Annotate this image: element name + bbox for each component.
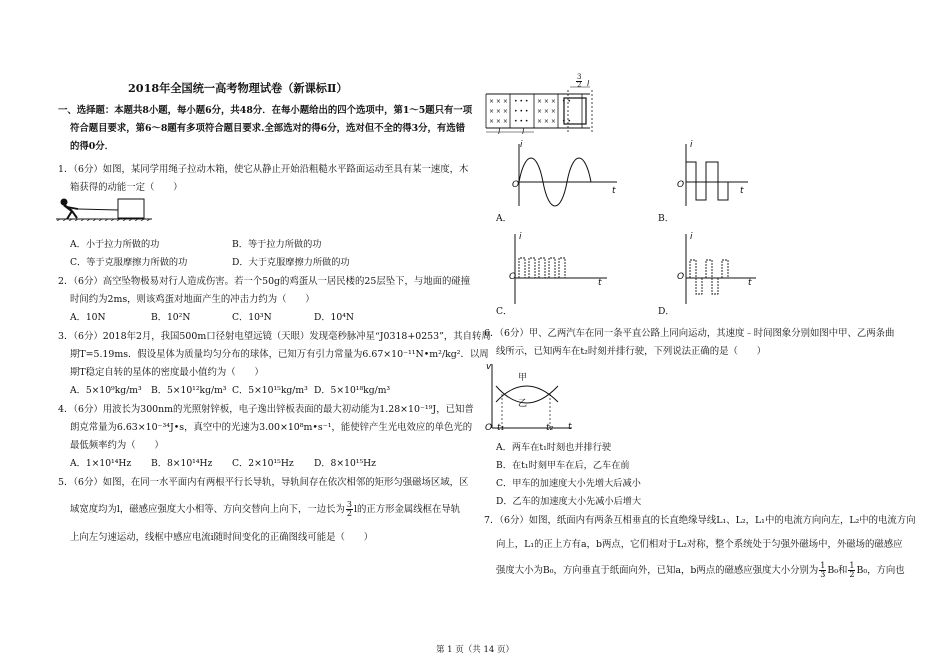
q5-fig-fraction-numerator: 3 — [577, 73, 582, 81]
q5-graph-b-t-label: t — [740, 186, 744, 196]
q3-line-2: 期T=5.19ms．假设星体为质量均匀分布的球体，已知万有引力常量为6.67×10⁻¹¹N•m²/kg²．以周 — [70, 349, 489, 360]
svg-text:× × ×: × × × — [489, 118, 508, 125]
q6-graph-t2-label: t₂ — [546, 423, 554, 433]
section-header-line-3: 的得0分． — [70, 141, 115, 152]
q2-line-1: 2．（6分）高空坠物极易对行人造成伤害。若一个50g的鸡蛋从一居民楼的25层坠下，与地面的碰撞 — [58, 276, 471, 287]
q5-fig-fraction-denominator: 2 — [577, 81, 582, 89]
q4-line-1: 4．（6分）用波长为300nm的光照射锌板，电子逸出锌板表面的最大初动能为1.28×10⁻¹⁹J，已知普 — [58, 404, 474, 415]
q4-option-c: C．2×10¹⁵Hz — [232, 458, 294, 469]
svg-text:× × ×: × × × — [537, 118, 556, 125]
q7-fraction-1 — [819, 562, 826, 579]
q5-graph-a — [505, 140, 620, 208]
q5-option-a: A． — [496, 213, 512, 224]
q5-line-1: 5．（6分）如图，在同一水平面内有两根平行长导轨，导轨间存在依次相邻的矩形匀强磁场区域，区 — [58, 477, 469, 488]
q5-graph-c-t-label: t — [598, 278, 602, 288]
q6-option-a: A．两车在t₁时刻也并排行驶 — [496, 442, 612, 453]
q5-graph-b — [680, 140, 752, 208]
q7-fraction-1-denominator: 3 — [820, 570, 826, 579]
q3-line-1: 3．（6分）2018年2月，我国500m口径射电望远镜（天眼）发现毫秒脉冲星“J0318+0253”，其自转周 — [58, 331, 491, 342]
q7-line-3 — [496, 561, 905, 581]
q5-line-3: 上向左匀速运动，线框中感应电流i随时间变化的正确图线可能是（ ） — [70, 532, 374, 543]
q6-label-jia: 甲 — [518, 373, 528, 383]
q1-option-c: C．等于克服摩擦力所做的功 — [70, 257, 188, 268]
q7-line-1: 7．（6分）如图，纸面内有两条互相垂直的长直绝缘导线L₁、L₂，L₁中的电流方向向左，L₂中的电流方向 — [484, 515, 916, 526]
q7-line-2: 向上，L₁的正上方有a，b两点，它们相对于L₂对称，整个系统处于匀强外磁场中，外磁场的磁感应 — [496, 539, 903, 550]
q3-option-b: B．5×10¹²kg/m³ — [151, 385, 227, 396]
q1-option-b: B．等于拉力所做的功 — [232, 239, 322, 250]
q6-graph-t-label: t — [568, 422, 572, 432]
q5-option-b: B． — [658, 213, 674, 224]
q6-option-c: C．甲车的加速度大小先增大后减小 — [496, 478, 641, 489]
q7-fraction-1-numerator: 1 — [820, 561, 826, 570]
q5-graph-b-origin: O — [677, 180, 685, 190]
q5-graph-c-origin: O — [509, 272, 517, 282]
section-header-line-1: 一、选择题：本题共8小题，每小题6分，共48分．在每小题给出的四个选项中，第1～5题只有一项 — [58, 105, 473, 116]
svg-text:• • •: • • • — [514, 98, 529, 105]
svg-text:• •: • • — [562, 118, 571, 125]
q6-option-d: D．乙车的加速度大小先减小后增大 — [496, 496, 642, 507]
q7-line-3-part-a: 强度大小为B₀，方向垂直于纸面向外，已知a，b两点的磁感应强度大小分别为 — [496, 565, 819, 576]
q5-graph-d-i-label: i — [690, 232, 693, 242]
q6-graph-t1-label: t₁ — [497, 423, 505, 433]
q5-graph-a-origin: O — [512, 180, 520, 190]
svg-text:× × ×: × × × — [537, 108, 556, 115]
q3-option-a: A．5×10⁹kg/m³ — [70, 385, 142, 396]
q4-option-a: A．1×10¹⁴Hz — [70, 458, 132, 469]
q5-fraction-numerator: 3 — [346, 500, 352, 509]
q7-line-3-part-b: B₀，方向也 — [856, 565, 905, 576]
q5-fraction — [346, 501, 353, 518]
q5-fig-fraction — [576, 74, 582, 89]
q3-option-c: C．5×10¹⁵kg/m³ — [232, 385, 308, 396]
q1-person-pulling-box-figure — [56, 197, 152, 221]
q5-line-2-part-b: l的正方形金属线框在导轨 — [353, 504, 461, 515]
q5-fraction-denominator: 2 — [346, 509, 352, 518]
q6-line-1: 6．（6分）甲、乙两汽车在同一条平直公路上同向运动，其速度﹣时间图象分别如图中甲、乙两条曲 — [484, 328, 895, 339]
q2-line-2: 时间约为2ms，则该鸡蛋对地面产生的冲击力约为（ ） — [70, 294, 315, 305]
q5-fig-l-label: l — [587, 79, 590, 88]
q3-line-3: 期T稳定自转的星体的密度最小值约为（ ） — [70, 367, 264, 378]
q6-label-yi: 乙 — [518, 399, 528, 409]
svg-text:• •: • • — [562, 98, 571, 105]
q3-option-d: D．5×10¹⁸kg/m³ — [314, 385, 391, 396]
q6-graph-v-label: v — [486, 362, 492, 372]
q5-line-2-part-a: 域宽度均为l，磁感应强度大小相等、方向交替向上向下，一边长为 — [70, 504, 345, 515]
svg-text:• • •: • • • — [514, 118, 529, 125]
q7-fraction-2-numerator: 1 — [849, 561, 855, 570]
q5-graph-d-t-label: t — [748, 278, 752, 288]
q1-line-2: 箱获得的动能一定（ ） — [70, 182, 183, 193]
q4-line-2: 朗克常量为6.63×10⁻³⁴J•s，真空中的光速为3.00×10⁸m•s⁻¹，能使锌产生光电效应的单色光的 — [70, 422, 473, 433]
q7-line-3-mid: B₀和 — [827, 565, 848, 576]
q5-graph-a-t-label: t — [612, 186, 616, 196]
section-header-line-2: 符合题目要求，第6～8题有多项符合题目要求.全部选对的得6分，选对但不全的得3分，有选错 — [70, 123, 465, 134]
q1-line-1: 1．（6分）如图，某同学用绳子拉动木箱，使它从静止开始沿粗糙水平路面运动至具有某一速度，木 — [58, 164, 469, 175]
q5-graph-c-i-label: i — [519, 232, 522, 242]
q2-option-d: D．10⁴N — [314, 312, 354, 323]
q7-fraction-2-denominator: 2 — [849, 570, 855, 579]
q5-graph-d-origin: O — [677, 272, 685, 282]
q5-option-d: D． — [658, 306, 675, 317]
q4-option-b: B．8×10¹⁴Hz — [151, 458, 213, 469]
q5-graph-b-i-label: i — [690, 140, 693, 150]
q5-option-c: C． — [496, 306, 513, 317]
q2-option-a: A．10N — [70, 312, 106, 323]
svg-text:× × ×: × × × — [537, 98, 556, 105]
q1-option-a: A．小于拉力所做的功 — [70, 239, 160, 250]
svg-text:× × ×: × × × — [489, 108, 508, 115]
q6-line-2: 线所示，已知两车在t₂时刻并排行驶，下列说法正确的是（ ） — [496, 346, 767, 357]
q7-fraction-2 — [848, 562, 855, 579]
page-title: 2018年全国统一高考物理试卷（新课标Ⅱ） — [128, 81, 348, 95]
q2-option-c: C．10³N — [232, 312, 272, 323]
q5-graph-a-i-label: i — [520, 140, 523, 150]
q6-graph-origin: O — [485, 423, 493, 433]
q5-line-2 — [70, 500, 460, 520]
q4-option-d: D．8×10¹⁵Hz — [314, 458, 377, 469]
q5-fig-l-label-lower-left: l — [498, 127, 501, 136]
q1-option-d: D．大于克服摩擦力所做的功 — [232, 257, 350, 268]
q2-option-b: B．10²N — [151, 312, 191, 323]
svg-text:× × ×: × × × — [489, 98, 508, 105]
q4-line-3: 最低频率约为（ ） — [70, 440, 164, 451]
q5-fig-l-label-lower-right: l — [522, 127, 525, 136]
page-footer: 第 1 页（共 14 页） — [435, 645, 515, 655]
svg-text:• • •: • • • — [514, 108, 529, 115]
q6-option-b: B．在t₁时刻甲车在后，乙车在前 — [496, 460, 630, 471]
